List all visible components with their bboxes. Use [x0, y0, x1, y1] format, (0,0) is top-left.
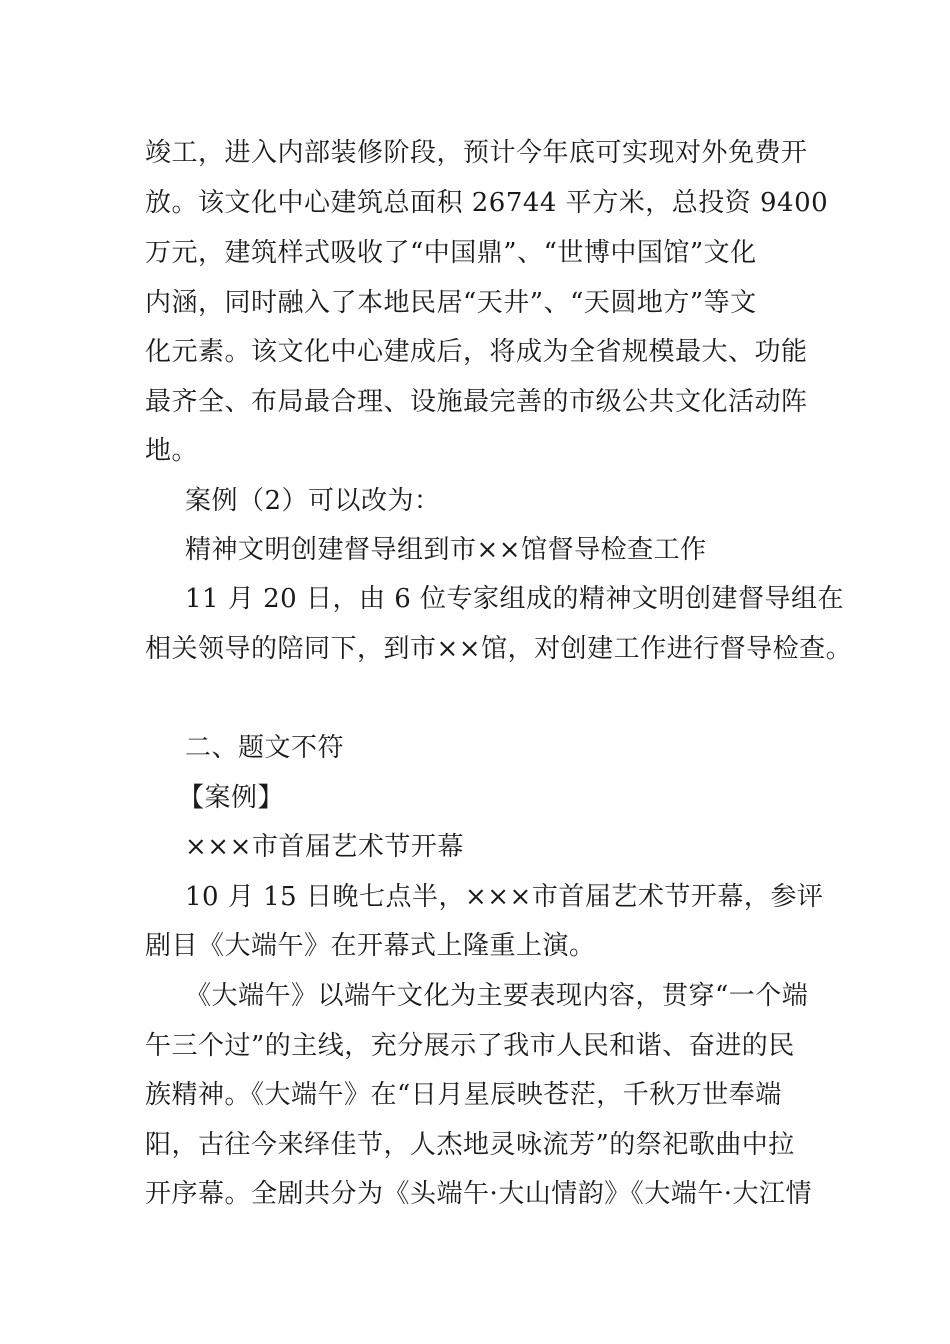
case2-body-line: 相关领导的陪同下，到市××馆，对创建工作进行督导检查。	[145, 634, 853, 664]
paragraph-line: 地。	[145, 436, 199, 466]
case-body-line: 族精神。《大端午》在“日月星辰映苍茫，千秋万世奉端	[145, 1080, 782, 1110]
case2-intro: 案例（2）可以改为：	[185, 486, 441, 516]
section-title: 二、题文不符	[185, 733, 345, 763]
paragraph-line: 竣工，进入内部装修阶段，预计今年底可实现对外免费开	[145, 138, 808, 168]
case-body-line: 阳，古往今来绎佳节，人杰地灵咏流芳”的祭祀歌曲中拉	[145, 1130, 795, 1160]
case-body-line: 10 月 15 日晚七点半，×××市首届艺术节开幕，参评	[185, 882, 824, 912]
case-body-line: 开序幕。全剧共分为《头端午·大山情韵》《大端午·大江情	[145, 1179, 813, 1209]
case-headline: ×××市首届艺术节开幕	[185, 832, 464, 862]
paragraph-line: 内涵，同时融入了本地民居“天井”、“天圆地方”等文	[145, 288, 757, 318]
paragraph-line: 最齐全、布局最合理、设施最完善的市级公共文化活动阵	[145, 387, 808, 417]
case2-body-line: 11 月 20 日，由 6 位专家组成的精神文明创建督导组在	[185, 584, 845, 614]
case2-headline: 精神文明创建督导组到市××馆督导检查工作	[185, 535, 707, 565]
paragraph-line: 化元素。该文化中心建成后，将成为全省规模最大、功能	[145, 337, 808, 367]
case-body-line: 午三个过”的主线，充分展示了我市人民和谐、奋进的民	[145, 1031, 795, 1061]
case-label: 【案例】	[178, 783, 285, 813]
paragraph-line: 万元，建筑样式吸收了“中国鼎”、“世博中国馆”文化	[145, 238, 757, 268]
case-body-line: 《大端午》以端午文化为主要表现内容，贯穿“一个端	[185, 981, 809, 1011]
case-body-line: 剧目《大端午》在开幕式上隆重上演。	[145, 931, 596, 961]
paragraph-line: 放。该文化中心建筑总面积 26744 平方米，总投资 9400	[145, 188, 829, 218]
